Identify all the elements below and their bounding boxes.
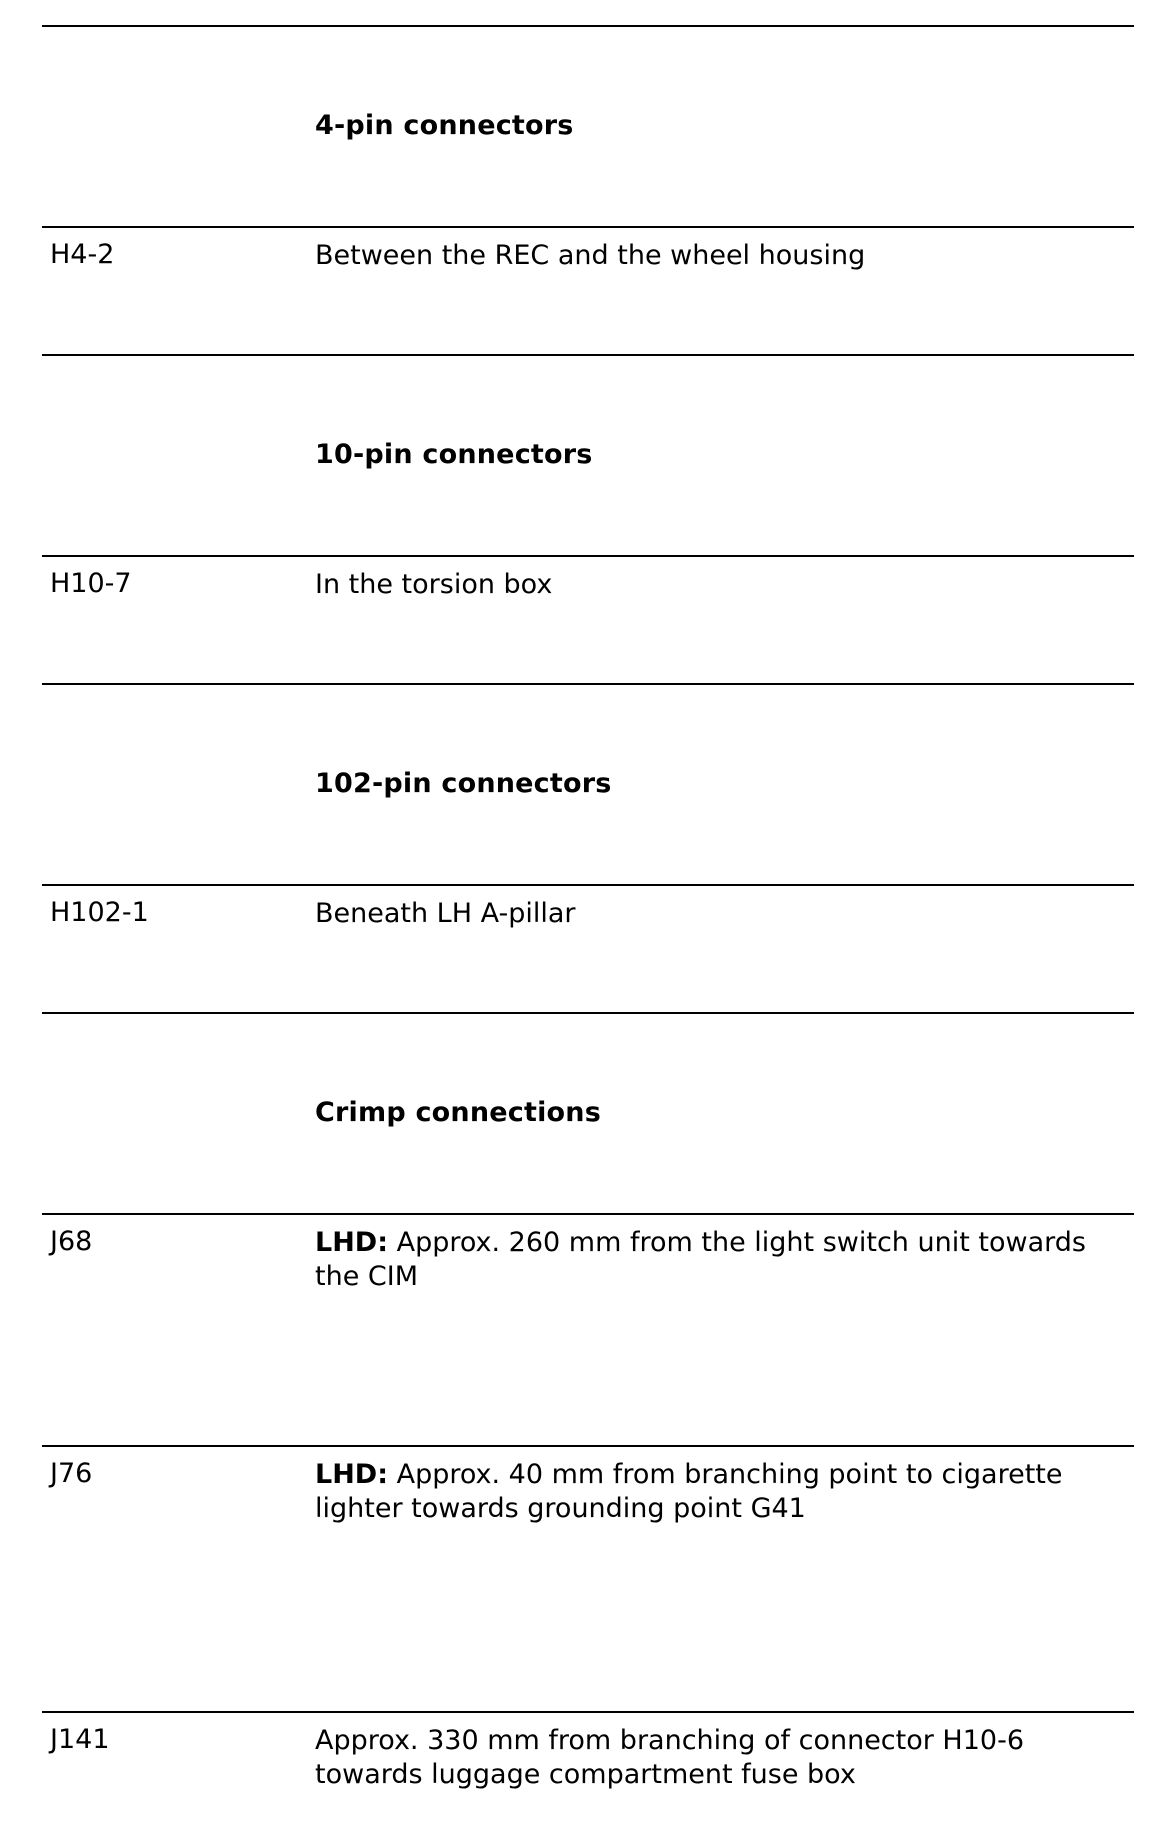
location-description — [315, 1724, 1125, 1792]
connector-code: H4-2 — [50, 239, 115, 270]
location-text: Between the REC and the wheel housing — [315, 240, 866, 271]
table-row — [42, 228, 1134, 354]
table-row — [42, 1215, 1134, 1445]
table-row — [42, 557, 1134, 683]
location-text: In the torsion box — [315, 569, 553, 600]
section-header — [42, 1014, 1134, 1213]
location-description — [315, 1458, 1125, 1526]
table-row — [42, 886, 1134, 1012]
location-description — [315, 1226, 1125, 1294]
connector-location-table — [42, 25, 1134, 1823]
section-header — [42, 27, 1134, 226]
drive-side-label: LHD: — [315, 1227, 389, 1258]
section-title: Crimp connections — [315, 1097, 601, 1128]
section-title: 4-pin connectors — [315, 110, 574, 141]
location-text: Approx. 260 mm from the light switch unit towards the CIM — [315, 1227, 1086, 1292]
section-title: 102-pin connectors — [315, 768, 612, 799]
connector-code: J76 — [50, 1458, 93, 1489]
connector-code: J141 — [50, 1724, 110, 1755]
section-title: 10-pin connectors — [315, 439, 593, 470]
connector-code: H10-7 — [50, 568, 132, 599]
drive-side-label: LHD: — [315, 1459, 389, 1490]
section-header — [42, 356, 1134, 555]
section-header — [42, 685, 1134, 884]
connector-code: J68 — [50, 1226, 93, 1257]
location-text: Approx. 40 mm from branching point to cigarette lighter towards grounding point G41 — [315, 1459, 1063, 1524]
location-description — [315, 568, 1125, 602]
location-description — [315, 897, 1125, 931]
location-text: Beneath LH A-pillar — [315, 898, 576, 929]
location-text: Approx. 330 mm from branching of connector H10-6 towards luggage compartment fuse box — [315, 1725, 1025, 1790]
connector-code: H102-1 — [50, 897, 149, 928]
table-row — [42, 1713, 1134, 1823]
table-row — [42, 1447, 1134, 1711]
location-description — [315, 239, 1125, 273]
